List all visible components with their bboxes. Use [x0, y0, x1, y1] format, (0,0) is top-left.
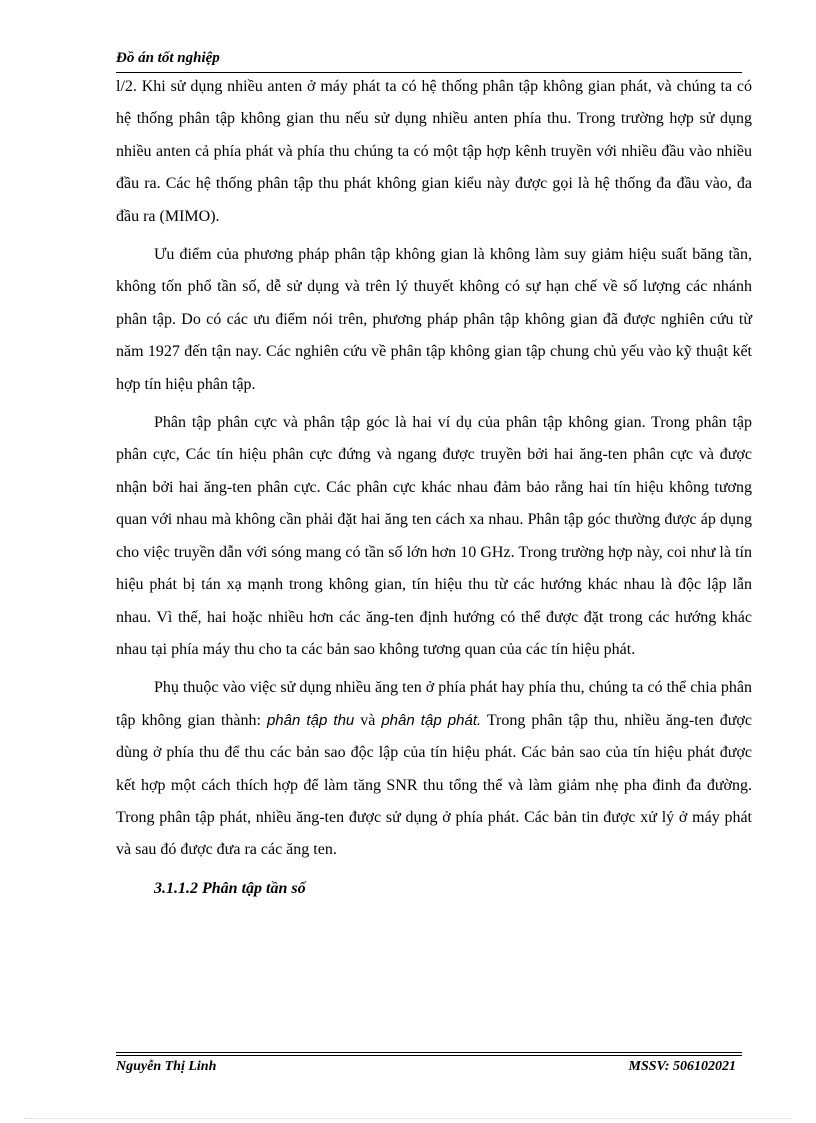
page-bottom-edge — [24, 1118, 792, 1119]
footer-author: Nguyễn Thị Linh — [116, 1059, 217, 1074]
paragraph-receive-transmit — [116, 672, 752, 866]
footer-student-id: MSSV: 506102021 — [628, 1059, 736, 1074]
page-footer — [116, 1052, 742, 1078]
paragraph-text-before: Phụ thuộc vào việc sử dụng nhiều ăng ten ở phía phát hay phía thu, chúng ta có thể chia phân tập không gian thành: — [116, 679, 752, 729]
document-body — [116, 71, 752, 905]
footer-rule-top — [116, 1052, 742, 1053]
paragraph-text-after: Trong phân tập thu, nhiều ăng-ten được dùng ở phía thu để thu các bản sao độc lập của tín hiệu phát. Các bản sao của tín hiệu phát được kết hợp một cách thích hợp để làm tăng SNR thu tổng thể và làm giảm nhẹ pha đinh đa đường. Trong phân tập phát, nhiều ăng-ten được sử dụng ở phía phát. Các bản tin được xử lý ở máy phát và sau đó được đưa ra các ăng ten. — [116, 711, 752, 859]
term-receive-diversity: phân tập thu — [266, 711, 355, 729]
paragraph-advantages: Ưu điểm của phương pháp phân tập không gian là không làm suy giảm hiệu suất băng tần, không tốn phổ tần số, dễ sử dụng và trên lý thuyết không có sự hạn chế về số lượng các nhánh phân tập. Do có các ưu điểm nói trên, phương pháp phân tập không gian đã được nghiên cứu từ năm 1927 đến tận nay. Các nghiên cứu về phân tập không gian tập chung chủ yếu vào kỹ thuật kết hợp tín hiệu phân tập. — [116, 246, 752, 393]
section-heading: 3.1.1.2 Phân tập tần số — [154, 879, 306, 897]
paragraph-text-middle: và — [354, 711, 382, 729]
page-header — [116, 48, 742, 73]
footer-rule-bottom — [116, 1055, 742, 1056]
term-transmit-diversity: phân tập phát. — [381, 711, 482, 729]
paragraph-polarization-angle: Phân tập phân cực và phân tập góc là hai ví dụ của phân tập không gian. Trong phân tập phân cực, Các tín hiệu phân cực đứng và ngang được truyền bởi hai ăng-ten phân cực và được nhận bởi hai ăng-ten phân cực. Các phân cực khác nhau đảm bảo rằng hai tín hiệu không tương quan với nhau mà không cần phải đặt hai ăng ten cách xa nhau. Phân tập góc thường được áp dụng cho việc truyền dẫn với sóng mang có tần số lớn hơn 10 GHz. Trong trường hợp này, coi như là tín hiệu phát bị tán xạ mạnh trong không gian, tín hiệu thu từ các hướng khác nhau là độc lập lẫn nhau. Vì thế, hai hoặc nhiều hơn các ăng-ten định hướng có thể được đặt trong các hướng khác nhau tại phía máy thu cho ta các bản sao không tương quan của các tín hiệu phát. — [116, 414, 752, 658]
header-title: Đồ án tốt nghiệp — [116, 50, 220, 66]
paragraph-mimo: l/2. Khi sử dụng nhiều anten ở máy phát ta có hệ thống phân tập không gian phát, và chúng ta có hệ thống phân tập không gian thu nếu sử dụng nhiều anten phía thu. Trong trường hợp sử dụng nhiều anten cả phía phát và phía thu chúng ta có một tập hợp kênh truyền với nhiều đầu vào nhiều đầu ra. Các hệ thống phân tập thu phát không gian kiểu này được gọi là hệ thống đa đầu vào, đa đầu ra (MIMO). — [116, 78, 752, 225]
